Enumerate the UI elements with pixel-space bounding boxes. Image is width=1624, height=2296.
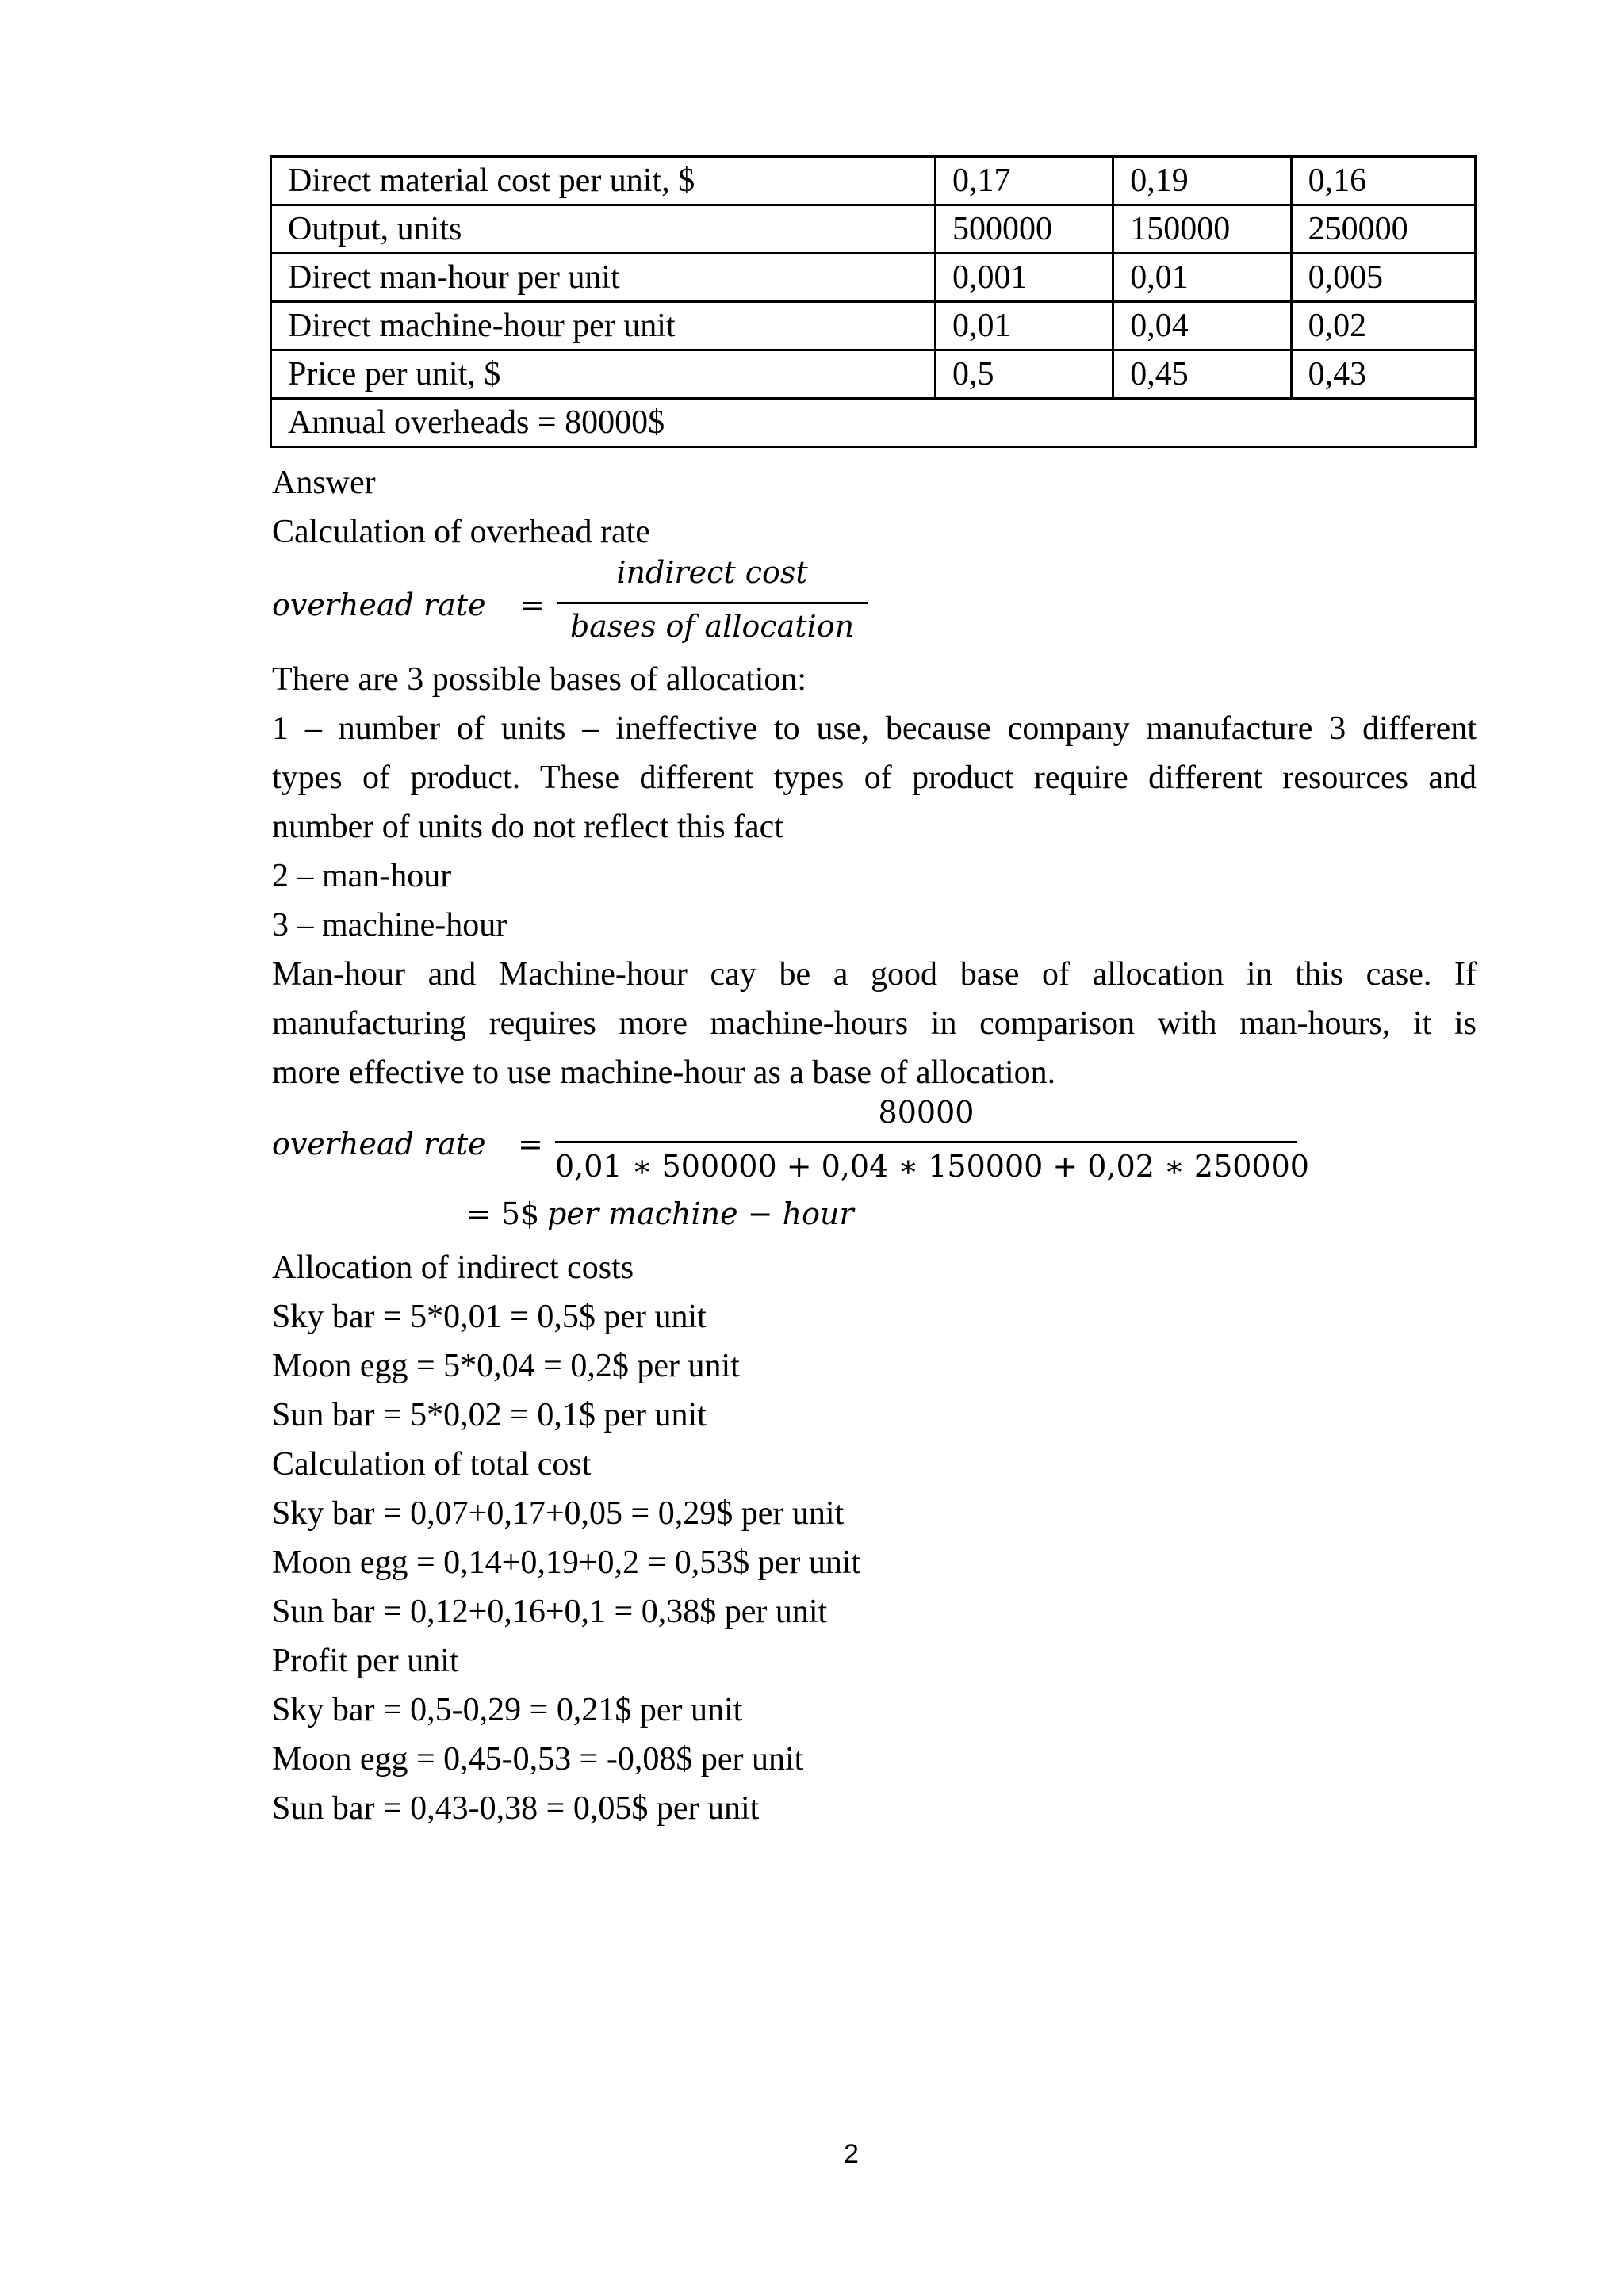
fraction-bar (557, 602, 868, 604)
row-label: Price per unit, $ (271, 350, 936, 399)
table-cell: 0,01 (1113, 254, 1291, 302)
basis3-line: 3 – machine-hour (272, 907, 508, 943)
table-row (271, 254, 1476, 302)
formula-numerator: 80000 (878, 1095, 975, 1130)
calc-rate-heading: Calculation of overhead rate (272, 514, 650, 550)
row-label: Output, units (271, 205, 936, 254)
fraction-bar (555, 1141, 1297, 1143)
total-line: Sky bar = 0,07+0,17+0,05 = 0,29$ per unit (272, 1495, 845, 1532)
formula-denominator: bases of allocation (569, 609, 855, 644)
formula-numerator: indirect cost (616, 555, 808, 590)
formula-denominator: 0,01 ∗ 500000 + 0,04 ∗ 150000 + 0,02 ∗ 250000 (555, 1149, 1309, 1184)
product-data-table (270, 155, 1477, 448)
row-label: Direct material cost per unit, $ (271, 157, 936, 205)
alloc-line: Sky bar = 5*0,01 = 0,5$ per unit (272, 1299, 707, 1335)
table-cell: 0,01 (935, 302, 1113, 350)
total-heading: Calculation of total cost (272, 1446, 592, 1483)
paragraph-line: more effective to use machine-hour as a base of allocation. (272, 1054, 1056, 1091)
profit-line: Sky bar = 0,5-0,29 = 0,21$ per unit (272, 1692, 743, 1728)
profit-line: Sun bar = 0,43-0,38 = 0,05$ per unit (272, 1790, 760, 1827)
formula-result-value: = 5$ (466, 1196, 540, 1231)
profit-heading: Profit per unit (272, 1643, 459, 1679)
profit-line: Moon egg = 0,45-0,53 = -0,08$ per unit (272, 1741, 804, 1777)
row-label: Direct machine-hour per unit (271, 302, 936, 350)
table-row (271, 205, 1476, 254)
alloc-line: Moon egg = 5*0,04 = 0,2$ per unit (272, 1348, 740, 1384)
total-line: Sun bar = 0,12+0,16+0,1 = 0,38$ per unit (272, 1594, 828, 1630)
alloc-heading: Allocation of indirect costs (272, 1249, 634, 1286)
formula-equals: = (519, 587, 545, 622)
paragraph-line: manufacturing requires more machine-hours in comparison with man-hours, it is (272, 1005, 1477, 1042)
total-line: Moon egg = 0,14+0,19+0,2 = 0,53$ per unit (272, 1544, 861, 1581)
formula-lhs: overhead rate (272, 1127, 486, 1161)
table-cell: 0,45 (1113, 350, 1291, 399)
table-row (271, 350, 1476, 399)
table-cell: 500000 (935, 205, 1113, 254)
table-cell: 250000 (1291, 205, 1475, 254)
table-cell: 0,5 (935, 350, 1113, 399)
basis2-line: 2 – man-hour (272, 858, 452, 894)
basis1-line: number of units do not reflect this fact (272, 809, 783, 845)
table-cell: 0,005 (1291, 254, 1475, 302)
table-cell: 0,17 (935, 157, 1113, 205)
annual-overheads: Annual overheads = 80000$ (271, 399, 1476, 447)
table-cell: 0,19 (1113, 157, 1291, 205)
table-footer-row (271, 399, 1476, 447)
table-cell: 0,04 (1113, 302, 1291, 350)
table-cell: 0,001 (935, 254, 1113, 302)
row-label: Direct man-hour per unit (271, 254, 936, 302)
paragraph-line: Man-hour and Machine-hour cay be a good base of allocation in this case. If (272, 956, 1477, 993)
table-cell: 150000 (1113, 205, 1291, 254)
basis1-line: types of product. These different types of product require different resources and (272, 760, 1477, 796)
table-row (271, 157, 1476, 205)
formula-result-unit: per machine − hour (547, 1196, 854, 1231)
formula-equals: = (518, 1127, 543, 1161)
formula-lhs: overhead rate (272, 587, 486, 622)
table-cell: 0,02 (1291, 302, 1475, 350)
bases-intro: There are 3 possible bases of allocation: (272, 661, 807, 698)
table-row (271, 302, 1476, 350)
basis1-line: 1 – number of units – ineffective to use, because company manufacture 3 different (272, 710, 1477, 747)
table-cell: 0,16 (1291, 157, 1475, 205)
table-cell: 0,43 (1291, 350, 1475, 399)
page-number: 2 (844, 2139, 859, 2169)
alloc-line: Sun bar = 5*0,02 = 0,1$ per unit (272, 1397, 707, 1433)
answer-heading: Answer (272, 465, 376, 501)
